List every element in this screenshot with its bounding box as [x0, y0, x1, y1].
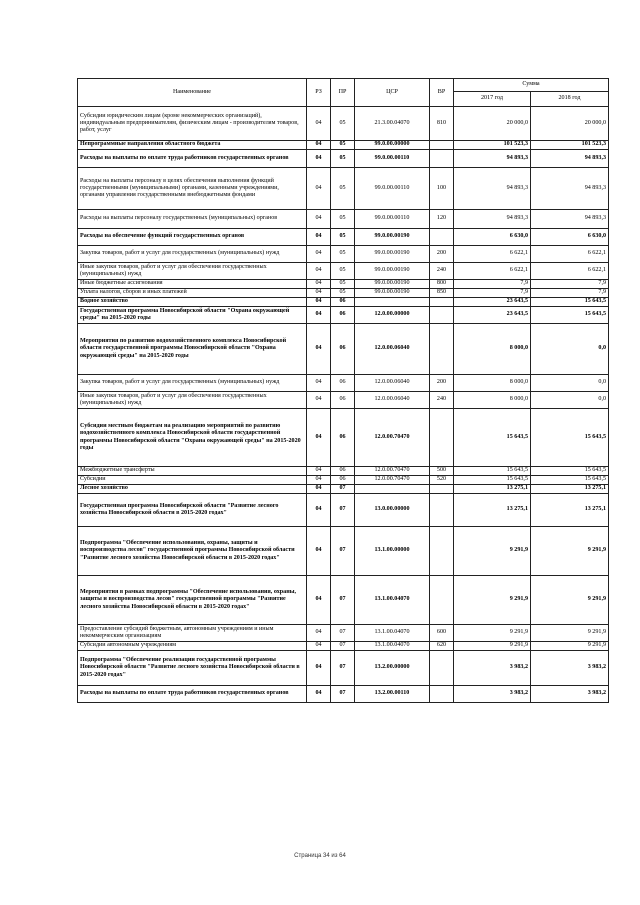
cell-csr: 13.1.00.04070 [355, 576, 430, 625]
cell-vr: 850 [430, 289, 454, 298]
cell-name: Субсидии автономным учреждениям [78, 642, 307, 651]
cell-vr [430, 686, 454, 703]
header-2017: 2017 год [454, 92, 531, 107]
cell-name: Мероприятия в рамках подпрограммы "Обеспечение использования, охраны, защиты и воспроизводства лесов" государственной программы "Развитие лесного хозяйства Новосибирской области в 2015-2020 годах" [78, 576, 307, 625]
cell-pr: 06 [331, 467, 355, 476]
cell-vr: 100 [430, 168, 454, 210]
cell-csr: 99.0.00.00000 [355, 141, 430, 150]
cell-s2018: 15 643,5 [531, 307, 609, 324]
cell-pr: 05 [331, 263, 355, 280]
table-row [78, 467, 609, 476]
cell-s2017: 7,9 [454, 280, 531, 289]
cell-rz: 04 [307, 280, 331, 289]
header-csr: ЦСР [355, 79, 430, 107]
cell-pr: 06 [331, 324, 355, 375]
cell-s2017: 94 893,3 [454, 168, 531, 210]
cell-name: Иные бюджетные ассигнования [78, 280, 307, 289]
cell-s2018: 3 983,2 [531, 651, 609, 686]
table-row [78, 324, 609, 375]
cell-pr: 06 [331, 375, 355, 392]
cell-rz: 04 [307, 141, 331, 150]
cell-name: Субсидии местным бюджетам на реализацию мероприятий по развитию водохозяйственного комплекса Новосибирской области государственной программы Новосибирской области "Охрана окружающей среды" на 2015-2020 годы [78, 409, 307, 467]
table-row [78, 375, 609, 392]
cell-name: Непрограммные направления областного бюджета [78, 141, 307, 150]
cell-csr [355, 485, 430, 494]
cell-rz: 04 [307, 686, 331, 703]
cell-s2018: 15 643,5 [531, 409, 609, 467]
table-row [78, 686, 609, 703]
cell-name: Мероприятия по развитию водохозяйственного комплекса Новосибирской области государственной программы Новосибирской области "Охрана окружающей среды" на 2015-2020 годы [78, 324, 307, 375]
cell-s2018: 0,0 [531, 324, 609, 375]
table-row [78, 141, 609, 150]
table-body [78, 107, 609, 703]
cell-s2018: 13 275,1 [531, 494, 609, 527]
table-row [78, 289, 609, 298]
cell-pr: 05 [331, 107, 355, 141]
cell-name: Водное хозяйство [78, 298, 307, 307]
cell-s2017: 23 643,5 [454, 307, 531, 324]
cell-rz: 04 [307, 263, 331, 280]
cell-pr: 05 [331, 168, 355, 210]
cell-pr: 06 [331, 298, 355, 307]
cell-name: Подпрограмма "Обеспечение использования, охраны, защиты и воспроизводства лесов" государственной программы Новосибирской области "Развитие лесного хозяйства Новосибирской области в 2015-2020 годах" [78, 527, 307, 576]
cell-rz: 04 [307, 651, 331, 686]
budget-table [77, 78, 609, 703]
cell-vr [430, 494, 454, 527]
cell-csr: 12.0.00.70470 [355, 467, 430, 476]
cell-vr: 200 [430, 375, 454, 392]
cell-s2017: 3 983,2 [454, 686, 531, 703]
cell-pr: 06 [331, 409, 355, 467]
table-row [78, 107, 609, 141]
cell-vr [430, 307, 454, 324]
cell-csr: 12.0.00.06040 [355, 375, 430, 392]
cell-s2017: 15 643,5 [454, 409, 531, 467]
cell-csr: 99.0.00.00190 [355, 263, 430, 280]
cell-s2017: 20 000,0 [454, 107, 531, 141]
cell-rz: 04 [307, 246, 331, 263]
table-row [78, 642, 609, 651]
cell-pr: 07 [331, 527, 355, 576]
cell-rz: 04 [307, 392, 331, 409]
cell-rz: 04 [307, 642, 331, 651]
cell-name: Закупка товаров, работ и услуг для государственных (муниципальных) нужд [78, 246, 307, 263]
cell-vr: 810 [430, 107, 454, 141]
cell-pr: 05 [331, 246, 355, 263]
cell-name: Расходы на выплаты персоналу в целях обеспечения выполнения функций государственными (муниципальными) органами, казенными учреждениями, органами управления государственными внебюджетными фондами [78, 168, 307, 210]
cell-s2018: 9 291,9 [531, 527, 609, 576]
cell-vr: 800 [430, 280, 454, 289]
table-row [78, 307, 609, 324]
cell-s2017: 13 275,1 [454, 485, 531, 494]
table-row [78, 229, 609, 246]
cell-csr: 21.3.00.04070 [355, 107, 430, 141]
cell-vr [430, 150, 454, 168]
cell-s2017: 8 000,0 [454, 324, 531, 375]
cell-vr [430, 324, 454, 375]
cell-pr: 05 [331, 141, 355, 150]
cell-name: Предоставление субсидий бюджетным, автономным учреждениям и иным некоммерческим организациям [78, 625, 307, 642]
cell-name: Иные закупки товаров, работ и услуг для обеспечения государственных (муниципальных) нужд [78, 263, 307, 280]
cell-s2017: 9 291,9 [454, 625, 531, 642]
cell-s2018: 15 643,5 [531, 298, 609, 307]
cell-s2017: 6 622,1 [454, 263, 531, 280]
cell-s2017: 15 643,5 [454, 476, 531, 485]
cell-s2017: 23 643,5 [454, 298, 531, 307]
cell-name: Подпрограмма "Обеспечение реализации государственной программы Новосибирской области "Развитие лесного хозяйства Новосибирской области в 2015-2020 годах" [78, 651, 307, 686]
cell-name: Субсидии [78, 476, 307, 485]
cell-s2018: 15 643,5 [531, 467, 609, 476]
cell-s2017: 7,9 [454, 289, 531, 298]
cell-csr: 13.0.00.00000 [355, 494, 430, 527]
cell-rz: 04 [307, 375, 331, 392]
cell-rz: 04 [307, 298, 331, 307]
cell-pr: 07 [331, 651, 355, 686]
cell-vr: 520 [430, 476, 454, 485]
cell-s2017: 94 893,3 [454, 210, 531, 229]
cell-s2018: 0,0 [531, 375, 609, 392]
header-vr: ВР [430, 79, 454, 107]
table-row [78, 280, 609, 289]
cell-s2017: 8 000,0 [454, 375, 531, 392]
table-row [78, 298, 609, 307]
cell-s2018: 94 893,3 [531, 168, 609, 210]
cell-s2018: 7,9 [531, 289, 609, 298]
table-row [78, 168, 609, 210]
cell-rz: 04 [307, 229, 331, 246]
cell-pr: 07 [331, 485, 355, 494]
cell-vr [430, 141, 454, 150]
cell-s2018: 6 622,1 [531, 246, 609, 263]
cell-s2018: 101 523,3 [531, 141, 609, 150]
cell-pr: 05 [331, 210, 355, 229]
cell-name: Государственная программа Новосибирской области "Развитие лесного хозяйства Новосибирской области в 2015-2020 годах" [78, 494, 307, 527]
cell-s2018: 3 983,2 [531, 686, 609, 703]
cell-pr: 07 [331, 686, 355, 703]
cell-csr: 13.1.00.00000 [355, 527, 430, 576]
cell-csr: 12.0.00.06040 [355, 324, 430, 375]
cell-rz: 04 [307, 324, 331, 375]
cell-s2017: 9 291,9 [454, 642, 531, 651]
header-sum: Сумма [454, 79, 609, 92]
cell-rz: 04 [307, 107, 331, 141]
cell-s2018: 6 622,1 [531, 263, 609, 280]
cell-vr [430, 651, 454, 686]
cell-vr [430, 229, 454, 246]
cell-name: Межбюджетные трансферты [78, 467, 307, 476]
cell-name: Закупка товаров, работ и услуг для государственных (муниципальных) нужд [78, 375, 307, 392]
cell-rz: 04 [307, 307, 331, 324]
cell-s2017: 101 523,3 [454, 141, 531, 150]
table-row [78, 392, 609, 409]
cell-pr: 06 [331, 307, 355, 324]
cell-rz: 04 [307, 168, 331, 210]
cell-rz: 04 [307, 210, 331, 229]
cell-vr [430, 576, 454, 625]
table-row [78, 476, 609, 485]
cell-csr: 99.0.00.00190 [355, 229, 430, 246]
cell-csr: 13.1.00.04070 [355, 625, 430, 642]
cell-csr: 12.0.00.06040 [355, 392, 430, 409]
cell-vr [430, 485, 454, 494]
cell-rz: 04 [307, 409, 331, 467]
cell-rz: 04 [307, 527, 331, 576]
table-row [78, 210, 609, 229]
cell-pr: 05 [331, 229, 355, 246]
cell-csr: 99.0.00.00190 [355, 246, 430, 263]
cell-vr: 240 [430, 263, 454, 280]
cell-pr: 06 [331, 392, 355, 409]
cell-vr: 620 [430, 642, 454, 651]
cell-s2018: 94 893,3 [531, 150, 609, 168]
cell-s2017: 3 983,2 [454, 651, 531, 686]
cell-vr [430, 527, 454, 576]
cell-s2017: 9 291,9 [454, 576, 531, 625]
cell-csr: 13.2.00.00110 [355, 686, 430, 703]
cell-s2018: 9 291,9 [531, 576, 609, 625]
cell-s2017: 15 643,5 [454, 467, 531, 476]
cell-s2017: 6 622,1 [454, 246, 531, 263]
cell-s2018: 13 275,1 [531, 485, 609, 494]
cell-name: Лесное хозяйство [78, 485, 307, 494]
cell-name: Расходы на выплаты персоналу государственных (муниципальных) органов [78, 210, 307, 229]
table-row [78, 576, 609, 625]
cell-s2017: 6 630,0 [454, 229, 531, 246]
header-2018: 2018 год [531, 92, 609, 107]
table-row [78, 150, 609, 168]
cell-s2018: 15 643,5 [531, 476, 609, 485]
table-row [78, 409, 609, 467]
cell-rz: 04 [307, 289, 331, 298]
cell-pr: 06 [331, 476, 355, 485]
table-row [78, 625, 609, 642]
cell-pr: 07 [331, 625, 355, 642]
cell-pr: 05 [331, 150, 355, 168]
cell-s2018: 7,9 [531, 280, 609, 289]
cell-csr: 99.0.00.00190 [355, 280, 430, 289]
header-pr: ПР [331, 79, 355, 107]
cell-vr: 600 [430, 625, 454, 642]
page-footer: Страница 34 из 64 [294, 853, 346, 859]
table-row [78, 263, 609, 280]
cell-rz: 04 [307, 476, 331, 485]
cell-csr: 13.2.00.00000 [355, 651, 430, 686]
cell-csr: 12.0.00.00000 [355, 307, 430, 324]
cell-vr: 120 [430, 210, 454, 229]
cell-pr: 07 [331, 576, 355, 625]
cell-name: Расходы на обеспечение функций государственных органов [78, 229, 307, 246]
cell-s2018: 20 000,0 [531, 107, 609, 141]
table-row [78, 246, 609, 263]
cell-name: Иные закупки товаров, работ и услуг для обеспечения государственных (муниципальных) нужд [78, 392, 307, 409]
cell-csr: 12.0.00.70470 [355, 476, 430, 485]
cell-csr: 13.1.00.04070 [355, 642, 430, 651]
cell-s2017: 13 275,1 [454, 494, 531, 527]
cell-s2018: 94 893,3 [531, 210, 609, 229]
cell-name: Государственная программа Новосибирской области "Охрана окружающей среды" на 2015-2020 годы [78, 307, 307, 324]
cell-vr [430, 298, 454, 307]
cell-name: Расходы на выплаты по оплате труда работников государственных органов [78, 686, 307, 703]
cell-vr [430, 409, 454, 467]
cell-vr: 200 [430, 246, 454, 263]
cell-s2017: 8 000,0 [454, 392, 531, 409]
cell-csr: 12.0.00.70470 [355, 409, 430, 467]
cell-pr: 05 [331, 289, 355, 298]
table-row [78, 651, 609, 686]
cell-csr: 99.0.00.00110 [355, 150, 430, 168]
cell-rz: 04 [307, 485, 331, 494]
header-name: Наименование [78, 79, 307, 107]
cell-s2018: 9 291,9 [531, 642, 609, 651]
cell-s2017: 94 893,3 [454, 150, 531, 168]
cell-rz: 04 [307, 150, 331, 168]
cell-name: Субсидии юридическим лицам (кроме некоммерческих организаций), индивидуальным предпринимателям, физическим лицам - производителям товаров, работ, услуг [78, 107, 307, 141]
cell-rz: 04 [307, 576, 331, 625]
cell-pr: 07 [331, 494, 355, 527]
cell-name: Расходы на выплаты по оплате труда работников государственных органов [78, 150, 307, 168]
cell-name: Уплата налогов, сборов и иных платежей [78, 289, 307, 298]
cell-vr: 240 [430, 392, 454, 409]
cell-csr: 99.0.00.00110 [355, 168, 430, 210]
cell-csr: 99.0.00.00190 [355, 289, 430, 298]
cell-s2018: 6 630,0 [531, 229, 609, 246]
cell-s2017: 9 291,9 [454, 527, 531, 576]
header-rz: РЗ [307, 79, 331, 107]
cell-csr: 99.0.00.00110 [355, 210, 430, 229]
table-row [78, 527, 609, 576]
cell-s2018: 9 291,9 [531, 625, 609, 642]
cell-rz: 04 [307, 467, 331, 476]
cell-rz: 04 [307, 494, 331, 527]
table-row [78, 485, 609, 494]
cell-csr [355, 298, 430, 307]
table-row [78, 494, 609, 527]
cell-s2018: 0,0 [531, 392, 609, 409]
cell-pr: 07 [331, 642, 355, 651]
cell-vr: 500 [430, 467, 454, 476]
cell-pr: 05 [331, 280, 355, 289]
cell-rz: 04 [307, 625, 331, 642]
